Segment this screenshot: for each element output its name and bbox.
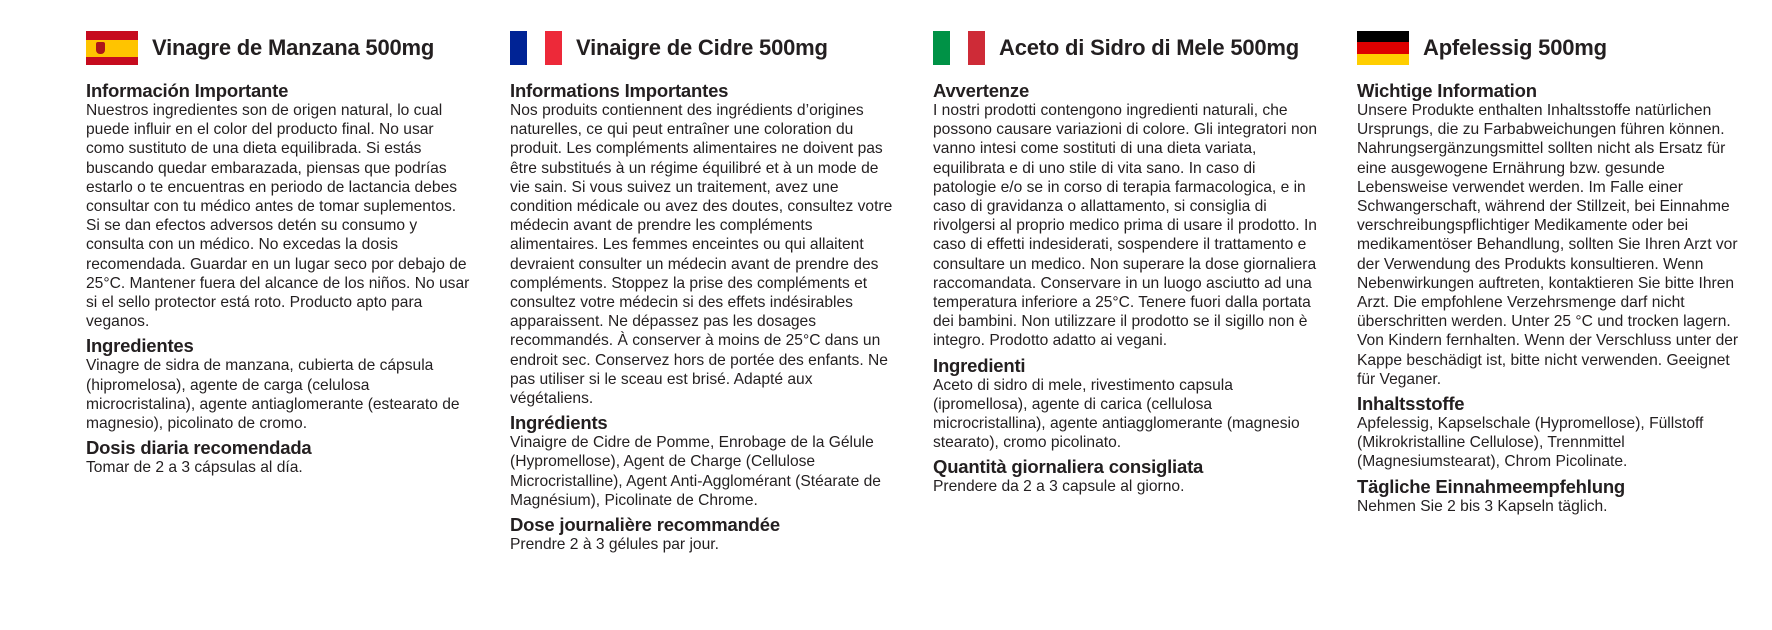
dose-heading: Tägliche Einnahmeempfehlung bbox=[1357, 475, 1626, 497]
ingredients-text: Aceto di sidro di mele, rivestimento capsula (ipromellosa), agente di carica (cellulosa microcristallina), agente antiagglomerante (magnesio stearato), cromo picolinato. bbox=[933, 376, 1300, 452]
column-header bbox=[86, 30, 472, 66]
product-title: Vinaigre de Cidre 500mg bbox=[576, 35, 828, 60]
ingredients-text: Vinagre de sidra de manzana, cubierta de cápsula (hipromelosa), agente de carga (celulosa microcristalina), agente antiaglomerante (estearato de magnesio), picolinato de cromo. bbox=[86, 357, 460, 433]
ingredients-heading: Ingredientes bbox=[86, 335, 194, 357]
label-column-spanish bbox=[86, 30, 472, 481]
spain-flag-icon bbox=[86, 31, 138, 65]
dose-heading: Dosis diaria recomendada bbox=[86, 437, 312, 459]
dose-heading: Quantità giornaliera consigliata bbox=[933, 456, 1204, 478]
important-heading: Avvertenze bbox=[933, 80, 1030, 101]
important-text: Nos produits contiennent des ingrédients d’origines naturelles, ce qui peut entraîner une coloration du produit. Les compléments alimentaires ne doivent pas être substitués à un régime équilibré et à un mode de vie sain. Si vous suivez un traitement, avez une condition médicale ou avez des doutes, consultez votre médecin avant de prendre les compléments alimentaires. Les femmes enceintes ou qui allaitent devraient consulter un médecin avant de prendre des compléments. Stoppez la prise des compléments et consultez votre médecin si des effets indésirables apparaissent. Ne dépassez pas les dosages recommandés. À conserver à moins de 25°C dans un endroit sec. Conservez hors de portée des enfants. Ne pas utiliser si le sceau est brisé. Adapté aux végétaliens. bbox=[510, 102, 893, 408]
germany-flag-icon bbox=[1357, 31, 1409, 65]
product-title: Aceto di Sidro di Mele 500mg bbox=[999, 35, 1300, 60]
label-column-german bbox=[1357, 30, 1743, 520]
dose-text: Tomar de 2 a 3 cápsulas al día. bbox=[86, 459, 303, 477]
important-text: Unsere Produkte enthalten Inhaltsstoffe natürlichen Ursprungs, die zu Farbabweichungen führen können. Nahrungsergänzungsmittel sollten nicht als Ersatz für eine ausgewogene Ernährung bzw. gesunde Lebensweise verwendet werden. Im Falle einer Schwangerschaft, während der Stillzeit, bei Einnahme verschreibungspflichtiger Medikamente oder bei medikamentöser Behandlung, sollten Sie Ihren Arzt vor der Verwendung des Produkts konsultieren. Wenn Nebenwirkungen auftreten, kontaktieren Sie bitte Ihren Arzt. Die empfohlene Verzehrsmenge darf nicht überschritten werden. Unter 25 °C und trocken lagern. Von Kindern fernhalten. Wenn der Verschluss unter der Kappe beschädigt ist, bitte nicht verwenden. Geeignet für Veganer. bbox=[1357, 102, 1739, 388]
label-column-french bbox=[510, 30, 896, 558]
column-header bbox=[1357, 30, 1743, 66]
important-text: Nuestros ingredientes son de origen natural, lo cual puede influir en el color del producto final. No usar como sustituto de una dieta equilibrada. Si estás buscando quedar embarazada, piensas que podrías estarlo o te encuentras en periodo de lactancia debes consultar con tu médico antes de tomar suplementos. Si se dan efectos adversos detén su consumo y consulta con un médico. No excedas la dosis recomendada. Guardar en un lugar seco por debajo de 25°C. Mantener fuera del alcance de los niños. No usar si el sello protector está roto. Producto apto para veganos. bbox=[86, 102, 470, 331]
column-header bbox=[933, 30, 1319, 66]
label-column-italian bbox=[933, 30, 1319, 501]
ingredients-text: Vinaigre de Cidre de Pomme, Enrobage de la Gélule (Hypromellose), Agent de Charge (Cellulose Microcristalline), Agent Anti-Agglomérant (Stéarate de Magnésium), Picolinate de Chrome. bbox=[510, 434, 881, 509]
dose-text: Prendre 2 à 3 gélules par jour. bbox=[510, 536, 719, 554]
ingredients-heading: Ingrédients bbox=[510, 412, 608, 434]
dose-heading: Dose journalière recommandée bbox=[510, 514, 780, 536]
product-title: Vinagre de Manzana 500mg bbox=[152, 35, 435, 60]
ingredients-text: Apfelessig, Kapselschale (Hypromellose), Füllstoff (Mikrokristalline Cellulose), Trennmittel (Magnesiumstearat), Chrom Picolinate. bbox=[1357, 415, 1704, 471]
france-flag-icon bbox=[510, 31, 562, 65]
important-text: I nostri prodotti contengono ingredienti naturali, che possono causare variazioni di colore. Gli integratori non vanno intesi come sostituti di una dieta variata, equilibrata e di uno stile di vita sano. In caso di patologie e/o se in corso di terapia farmacologica, e in caso di gravidanza o allattamento, si consiglia di rivolgersi al proprio medico prima di usare il prodotto. In caso di effetti indesiderati, sospendere il trattamento e consultare un medico. Non superare la dose giornaliera raccomandata. Conservare in un luogo asciutto ad una temperatura inferiore a 25°C. Tenere fuori dalla portata dei bambini. Non utilizzare il prodotto se il sigillo non è integro. Prodotto adatto ai vegani. bbox=[933, 102, 1317, 350]
product-title: Apfelessig 500mg bbox=[1423, 35, 1607, 60]
dose-text: Prendere da 2 a 3 capsule al giorno. bbox=[933, 478, 1185, 496]
important-heading: Informations Importantes bbox=[510, 80, 729, 101]
column-header bbox=[510, 30, 896, 66]
ingredients-heading: Inhaltsstoffe bbox=[1357, 393, 1465, 415]
important-heading: Información Importante bbox=[86, 80, 289, 101]
ingredients-heading: Ingredienti bbox=[933, 354, 1026, 376]
italy-flag-icon bbox=[933, 31, 985, 65]
important-heading: Wichtige Information bbox=[1357, 80, 1537, 101]
dose-text: Nehmen Sie 2 bis 3 Kapseln täglich. bbox=[1357, 497, 1608, 515]
